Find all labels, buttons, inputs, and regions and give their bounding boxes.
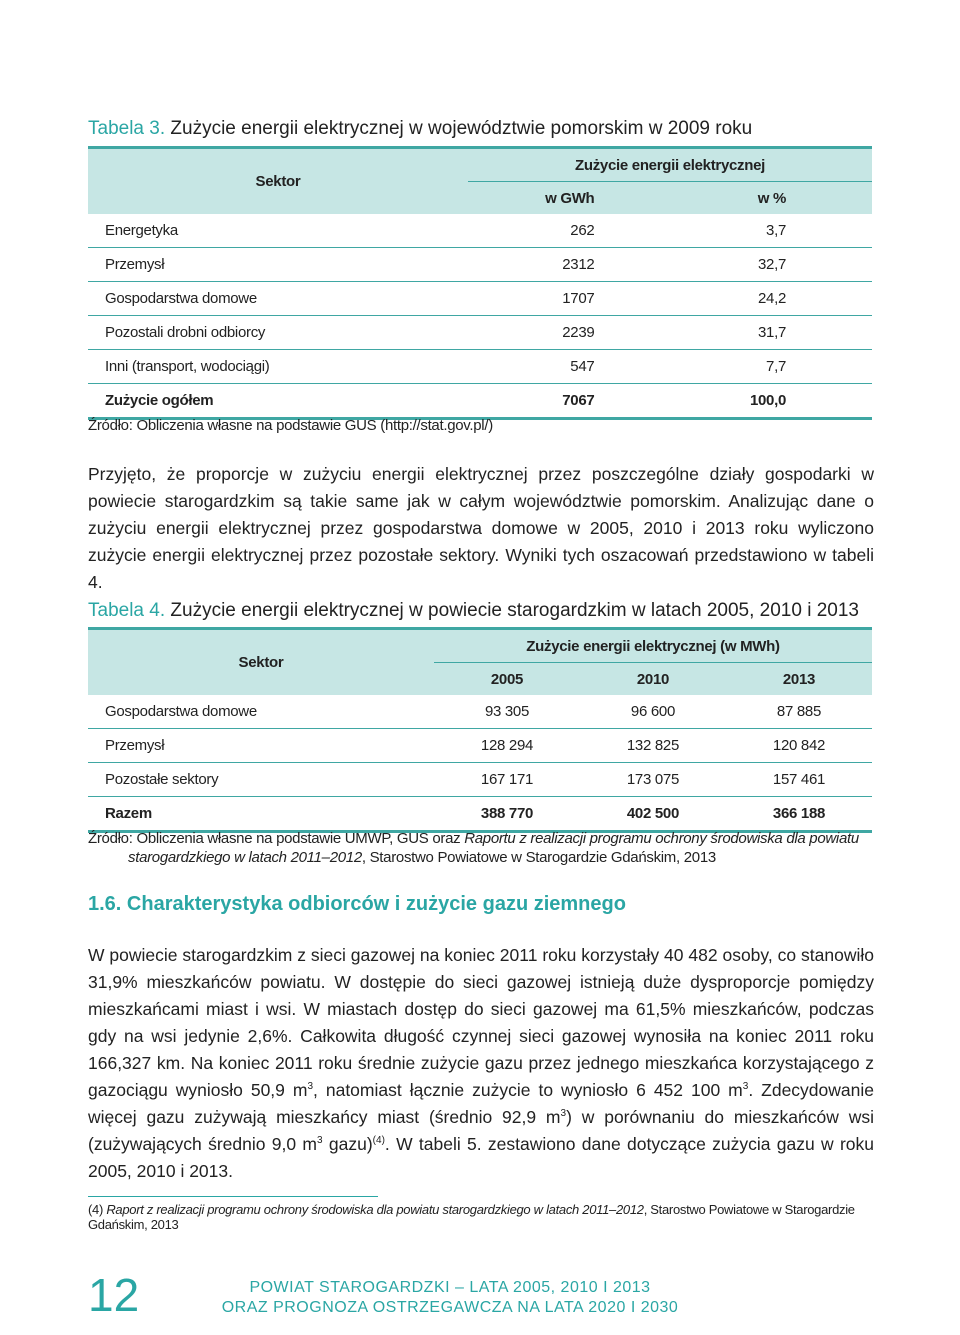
table4-source-suffix: , Starostwo Powiatowe w Starogardzie Gdańskim, 2013 xyxy=(361,849,716,866)
table4-source xyxy=(88,829,918,867)
table-cell: Inni (transport, wodociągi) xyxy=(88,350,468,384)
table-cell: 100,0 xyxy=(680,384,872,419)
table-cell: 7,7 xyxy=(680,350,872,384)
footer-line-1: POWIAT STAROGARDZKI – LATA 2005, 2010 I 2013 xyxy=(249,1279,651,1296)
table-row xyxy=(88,282,872,316)
section-title: Charakterystyka odbiorców i zużycie gazu ziemnego xyxy=(126,893,626,915)
table-cell: 31,7 xyxy=(680,316,872,350)
table-cell: Pozostali drobni odbiorcy xyxy=(88,316,468,350)
table4-header-2013: 2013 xyxy=(726,663,872,696)
table-row-total xyxy=(88,384,872,419)
table-row xyxy=(88,316,872,350)
table-row xyxy=(88,695,872,729)
table-row xyxy=(88,350,872,384)
paragraph-intro xyxy=(88,461,874,596)
paragraph-text: Przyjęto, że proporcje w zużyciu energii elektrycznej przez poszczególne działy gospodarki w powiecie starogardzkim są takie same jak w całym województwie pomorskim. Analizując dane o zużyciu energii elektrycznej przez gospodarstwa domowe w 2005, 2010 i 2013 roku wyliczono zużycie energii elektrycznej przez pozostałe sektory. Wyniki tych oszacowań przedstawiono w tabeli 4. xyxy=(88,464,874,592)
table3-source: Źródło: Obliczenia własne na podstawie GUS (http://stat.gov.pl/) xyxy=(88,417,493,434)
table-cell: 262 xyxy=(468,214,680,248)
text-run: , natomiast łącznie zużycie to wyniosło 6 452 100 m xyxy=(313,1080,743,1100)
footnote-title: Raport z realizacji programu ochrony środowiska dla powiatu starogardzkiego w latach 2011–2012 xyxy=(106,1202,644,1217)
table-cell: 2239 xyxy=(468,316,680,350)
table-row xyxy=(88,214,872,248)
text-run: . Zdecydowanie więcej gazu zużywają mieszkańcy miast (średnio 92,9 m xyxy=(88,1080,874,1127)
table-cell: 157 461 xyxy=(726,763,872,797)
footnote-suffix: , Starostwo Powiatowe w Starogardzie Gdańskim, 2013 xyxy=(88,1202,855,1232)
paragraph-text xyxy=(88,942,874,1185)
table-cell: 7067 xyxy=(468,384,680,419)
text-run: W powiecie starogardzkim z sieci gazowej na koniec 2011 roku korzystały 40 482 osoby, co stanowiło 31,9% mieszkańców powiatu. W dostępie do sieci gazowej istnieją duże dysproporcje pomiędzy mieszkańcami miast i wsi. W miastach dostęp do sieci gazowej ma 61,5% mieszkańców, podczas gdy na wsi jedynie 2,6%. Całkowita długość czynnej sieci gazowej wynosiła na koniec 2011 roku 166,327 km. Na koniec 2011 roku średnie zużycie gazu przez jednego mieszkańca korzystającego z gazociągu wyniosło 50,9 m xyxy=(88,945,874,1100)
section-heading xyxy=(88,893,626,916)
table-row xyxy=(88,729,872,763)
table-cell: 132 825 xyxy=(580,729,726,763)
superscript: 3 xyxy=(742,1081,749,1093)
footnote-divider xyxy=(88,1196,378,1197)
table-cell: Zużycie ogółem xyxy=(88,384,468,419)
table4-header-2005: 2005 xyxy=(434,663,580,696)
table4-caption xyxy=(88,600,859,622)
table4-header-group: Zużycie energii elektrycznej (w MWh) xyxy=(434,629,872,663)
table-cell: Razem xyxy=(88,797,434,832)
table-cell: 388 770 xyxy=(434,797,580,832)
table-cell: 1707 xyxy=(468,282,680,316)
table-cell: 402 500 xyxy=(580,797,726,832)
table-cell: Przemysł xyxy=(88,729,434,763)
table-cell: 96 600 xyxy=(580,695,726,729)
table3-header-pct: w % xyxy=(680,182,872,215)
footnote-marker: (4) xyxy=(88,1202,107,1217)
table4 xyxy=(88,627,872,833)
footnote xyxy=(88,1202,888,1232)
table-cell: Pozostałe sektory xyxy=(88,763,434,797)
table-cell: 87 885 xyxy=(726,695,872,729)
table4-caption-text: Zużycie energii elektrycznej w powiecie starogardzkim w latach 2005, 2010 i 2013 xyxy=(165,600,859,621)
table-cell: 173 075 xyxy=(580,763,726,797)
table-cell: Przemysł xyxy=(88,248,468,282)
table3-caption-text: Zużycie energii elektrycznej w województwie pomorskim w 2009 roku xyxy=(165,118,753,139)
table4-source-prefix: Źródło: Obliczenia własne na podstawie UMWP, GUS oraz xyxy=(88,830,465,847)
table4-header-2010: 2010 xyxy=(580,663,726,696)
table3 xyxy=(88,146,872,420)
table4-header-sector: Sektor xyxy=(88,629,434,696)
table-cell: 366 188 xyxy=(726,797,872,832)
text-run: . W tabeli 5. zestawiono dane dotyczące zużycia gazu w roku 2005, 2010 i 2013. xyxy=(88,1134,875,1181)
table-cell: 167 171 xyxy=(434,763,580,797)
section-number: 1.6. xyxy=(88,893,122,915)
table-cell: Gospodarstwa domowe xyxy=(88,282,468,316)
table-cell: Energetyka xyxy=(88,214,468,248)
table-cell: 32,7 xyxy=(680,248,872,282)
text-run: gazu) xyxy=(322,1134,373,1154)
table-cell: 3,7 xyxy=(680,214,872,248)
table3-header-group: Zużycie energii elektrycznej xyxy=(468,148,872,182)
table3-caption xyxy=(88,118,752,140)
table4-caption-label: Tabela 4. xyxy=(88,600,166,621)
page-number: 12 xyxy=(88,1269,140,1321)
superscript: 3 xyxy=(560,1108,567,1120)
table-row xyxy=(88,763,872,797)
table-cell: 93 305 xyxy=(434,695,580,729)
table-cell: 120 842 xyxy=(726,729,872,763)
footer-line-2: ORAZ PROGNOZA OSTRZEGAWCZA NA LATA 2020 I 2030 xyxy=(221,1299,679,1316)
table3-header-sector: Sektor xyxy=(88,148,468,215)
superscript: 3 xyxy=(317,1135,323,1147)
table-row xyxy=(88,248,872,282)
table-row-total xyxy=(88,797,872,832)
table-cell: 128 294 xyxy=(434,729,580,763)
table3-header-gwh: w GWh xyxy=(468,182,680,215)
text-run: ) w porównaniu do mieszkańców wsi (zużywających średnio 9,0 m xyxy=(88,1107,874,1154)
table-cell: 2312 xyxy=(468,248,680,282)
footnote-ref: (4) xyxy=(372,1135,385,1147)
table-cell: 24,2 xyxy=(680,282,872,316)
table3-caption-label: Tabela 3. xyxy=(88,118,166,139)
table4-source-title: Raportu z realizacji programu ochrony środowiska dla powiatu starogardzkiego w latach 2011–2012 xyxy=(128,830,859,866)
table-cell: 547 xyxy=(468,350,680,384)
table-cell: Gospodarstwa domowe xyxy=(88,695,434,729)
superscript: 3 xyxy=(307,1081,314,1093)
paragraph-gas xyxy=(88,942,874,1185)
